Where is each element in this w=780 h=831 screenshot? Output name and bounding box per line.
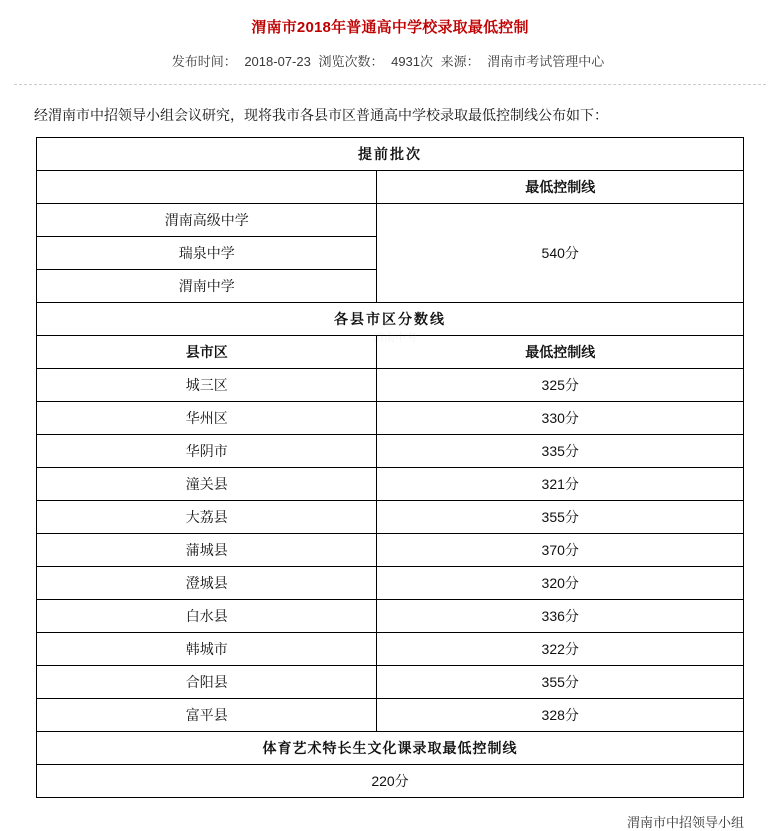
district-score-0: 325分 xyxy=(377,369,744,402)
district-name-10: 富平县 xyxy=(37,699,377,732)
publish-time-value: 2018-07-23 xyxy=(244,54,311,69)
table-row xyxy=(37,138,744,171)
section-title-district-scores: 各县市区分数线 xyxy=(37,303,744,336)
table-row xyxy=(37,765,744,798)
district-score-2: 335分 xyxy=(377,435,744,468)
section-title-advance-batch: 提前批次 xyxy=(37,138,744,171)
district-score-col-head: 最低控制线 xyxy=(377,336,744,369)
district-name-5: 蒲城县 xyxy=(37,534,377,567)
district-name-2: 华阴市 xyxy=(37,435,377,468)
table-row xyxy=(37,402,744,435)
table-row xyxy=(37,303,744,336)
table-row xyxy=(37,567,744,600)
table-row xyxy=(37,600,744,633)
district-score-5: 370分 xyxy=(377,534,744,567)
signature: 渭南市中招领导小组 xyxy=(626,815,744,830)
district-name-4: 大荔县 xyxy=(37,501,377,534)
table-row xyxy=(37,468,744,501)
district-col-head: 县市区 xyxy=(37,336,377,369)
intro-paragraph: 经渭南市中招领导小组会议研究，现将我市各县市区普通高中学校录取最低控制线公布如下： xyxy=(34,107,608,123)
table-row xyxy=(37,204,744,237)
district-name-0: 城三区 xyxy=(37,369,377,402)
table-row xyxy=(37,435,744,468)
school-name-2: 渭南中学 xyxy=(37,270,377,303)
source-value: 渭南市考试管理中心 xyxy=(487,54,605,69)
table-row xyxy=(37,699,744,732)
table-row xyxy=(37,534,744,567)
district-name-7: 白水县 xyxy=(37,600,377,633)
district-score-9: 355分 xyxy=(377,666,744,699)
table-row xyxy=(37,501,744,534)
district-score-8: 322分 xyxy=(377,633,744,666)
score-table xyxy=(36,137,744,798)
table-row xyxy=(37,732,744,765)
district-score-1: 330分 xyxy=(377,402,744,435)
section-title-special-talent: 体育艺术特长生文化课录取最低控制线 xyxy=(37,732,744,765)
district-score-4: 355分 xyxy=(377,501,744,534)
school-name-1: 瑞泉中学 xyxy=(37,237,377,270)
table-row xyxy=(37,666,744,699)
district-score-3: 321分 xyxy=(377,468,744,501)
views-value: 4931次 xyxy=(391,54,434,69)
district-score-7: 336分 xyxy=(377,600,744,633)
district-name-3: 潼关县 xyxy=(37,468,377,501)
source-label: 来源： xyxy=(440,54,480,69)
publish-time-label: 发布时间： xyxy=(171,54,237,69)
section1-col2-head: 最低控制线 xyxy=(377,171,744,204)
section1-col1-head xyxy=(37,171,377,204)
district-name-8: 韩城市 xyxy=(37,633,377,666)
watermark: 渭南中考 xyxy=(373,332,417,344)
special-talent-score: 220分 xyxy=(37,765,744,798)
advance-batch-score: 540分 xyxy=(377,204,744,303)
district-score-6: 320分 xyxy=(377,567,744,600)
page-title: 渭南市2018年普通高中学校录取最低控制 xyxy=(251,19,529,36)
table-row xyxy=(37,633,744,666)
district-name-6: 澄城县 xyxy=(37,567,377,600)
table-row xyxy=(37,369,744,402)
table-row xyxy=(37,171,744,204)
table-row xyxy=(37,336,744,369)
district-score-10: 328分 xyxy=(377,699,744,732)
school-name-0: 渭南高级中学 xyxy=(37,204,377,237)
district-name-1: 华州区 xyxy=(37,402,377,435)
views-label: 浏览次数： xyxy=(318,54,384,69)
district-name-9: 合阳县 xyxy=(37,666,377,699)
document-meta xyxy=(0,37,780,84)
